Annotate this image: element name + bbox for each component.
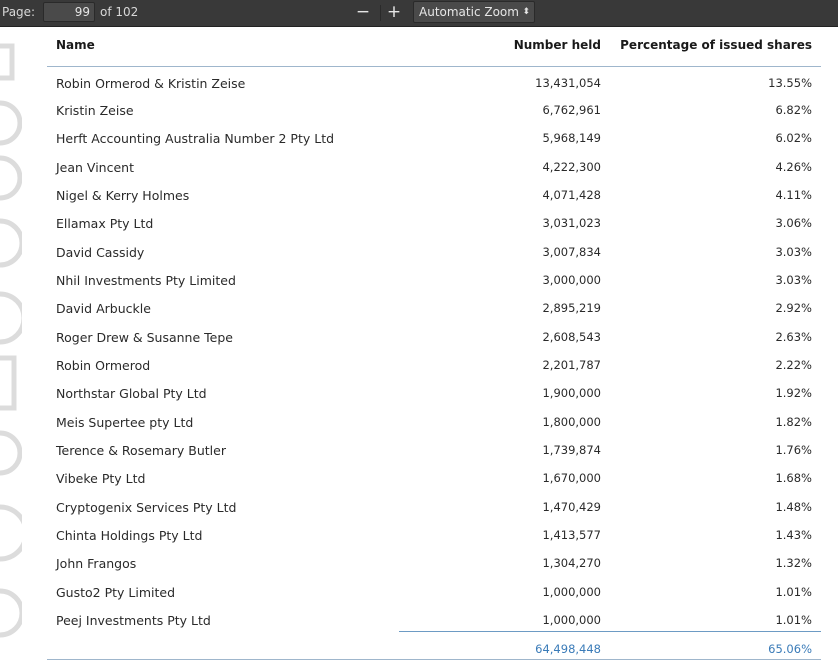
page-number-input[interactable] bbox=[43, 2, 95, 22]
row-percentage: 6.02% bbox=[775, 131, 812, 145]
row-name: Terence & Rosemary Butler bbox=[56, 443, 226, 458]
row-percentage: 13.55% bbox=[768, 76, 812, 90]
page-count: of 102 bbox=[100, 5, 139, 19]
row-percentage: 3.03% bbox=[775, 245, 812, 259]
row-number: 1,000,000 bbox=[542, 585, 601, 599]
table-row bbox=[0, 556, 838, 576]
table-bottom-border bbox=[47, 659, 821, 660]
pdf-toolbar bbox=[0, 0, 838, 27]
row-number: 4,222,300 bbox=[542, 160, 601, 174]
row-percentage: 1.01% bbox=[775, 613, 812, 627]
row-percentage: 1.92% bbox=[775, 386, 812, 400]
zoom-out-button[interactable]: − bbox=[355, 2, 371, 22]
row-name: Kristin Zeise bbox=[56, 103, 134, 118]
table-row bbox=[0, 76, 838, 96]
row-name: Robin Ormerod & Kristin Zeise bbox=[56, 76, 246, 91]
row-number: 6,762,961 bbox=[542, 103, 601, 117]
row-percentage: 1.32% bbox=[775, 556, 812, 570]
row-name: Peej Investments Pty Ltd bbox=[56, 613, 211, 628]
row-percentage: 4.26% bbox=[775, 160, 812, 174]
row-name: Gusto2 Pty Limited bbox=[56, 585, 176, 600]
table-row bbox=[0, 500, 838, 520]
header-number-held: Number held bbox=[513, 38, 601, 52]
table-row bbox=[0, 613, 838, 633]
row-percentage: 6.82% bbox=[775, 103, 812, 117]
row-percentage: 1.48% bbox=[775, 500, 812, 514]
table-row bbox=[0, 386, 838, 406]
row-name: Roger Drew & Susanne Tepe bbox=[56, 330, 233, 345]
header-divider bbox=[47, 66, 821, 67]
table-row bbox=[0, 443, 838, 463]
zoom-select[interactable] bbox=[413, 1, 535, 23]
table-row bbox=[0, 301, 838, 321]
table-row bbox=[0, 103, 838, 123]
row-number: 1,304,270 bbox=[542, 556, 601, 570]
row-number: 1,413,577 bbox=[542, 528, 601, 542]
row-name: David Cassidy bbox=[56, 245, 145, 260]
row-percentage: 3.06% bbox=[775, 216, 812, 230]
row-name: Vibeke Pty Ltd bbox=[56, 471, 146, 486]
table-row bbox=[0, 585, 838, 605]
row-percentage: 1.01% bbox=[775, 585, 812, 599]
header-name: Name bbox=[56, 38, 95, 52]
row-name: Nigel & Kerry Holmes bbox=[56, 188, 190, 203]
row-name: John Frangos bbox=[56, 556, 137, 571]
header-percentage: Percentage of issued shares bbox=[620, 38, 812, 52]
row-name: Jean Vincent bbox=[56, 160, 134, 175]
row-name: Herft Accounting Australia Number 2 Pty Ltd bbox=[56, 131, 335, 146]
row-number: 2,895,219 bbox=[542, 301, 601, 315]
row-number: 1,670,000 bbox=[542, 471, 601, 485]
zoom-in-button[interactable]: + bbox=[386, 2, 402, 22]
total-percentage: 65.06% bbox=[768, 642, 812, 656]
row-name: Northstar Global Pty Ltd bbox=[56, 386, 207, 401]
table-row bbox=[0, 528, 838, 548]
row-name: David Arbuckle bbox=[56, 301, 151, 316]
row-number: 1,470,429 bbox=[542, 500, 601, 514]
row-name: Robin Ormerod bbox=[56, 358, 151, 373]
row-number: 3,007,834 bbox=[542, 245, 601, 259]
row-number: 1,000,000 bbox=[542, 613, 601, 627]
table-row bbox=[0, 330, 838, 350]
row-name: Chinta Holdings Pty Ltd bbox=[56, 528, 203, 543]
select-arrows-icon: ⬍ bbox=[522, 7, 530, 17]
row-percentage: 1.43% bbox=[775, 528, 812, 542]
row-percentage: 4.11% bbox=[775, 188, 812, 202]
row-number: 5,968,149 bbox=[542, 131, 601, 145]
row-percentage: 1.68% bbox=[775, 471, 812, 485]
document-page bbox=[0, 28, 838, 668]
table-row bbox=[0, 216, 838, 236]
row-percentage: 1.82% bbox=[775, 415, 812, 429]
zoom-select-value: Automatic Zoom bbox=[419, 5, 519, 19]
row-number: 1,739,874 bbox=[542, 443, 601, 457]
total-divider bbox=[399, 631, 821, 632]
row-number: 2,608,543 bbox=[542, 330, 601, 344]
table-row bbox=[0, 245, 838, 265]
row-percentage: 3.03% bbox=[775, 273, 812, 287]
row-number: 1,900,000 bbox=[542, 386, 601, 400]
page-label: Page: bbox=[2, 5, 36, 19]
table-row bbox=[0, 358, 838, 378]
table-row bbox=[0, 131, 838, 151]
table-row bbox=[0, 415, 838, 435]
row-number: 13,431,054 bbox=[535, 76, 601, 90]
toolbar-separator bbox=[380, 5, 381, 21]
table-row bbox=[0, 188, 838, 208]
row-number: 1,800,000 bbox=[542, 415, 601, 429]
table-row bbox=[0, 471, 838, 491]
row-name: Nhil Investments Pty Limited bbox=[56, 273, 236, 288]
row-percentage: 2.63% bbox=[775, 330, 812, 344]
total-number: 64,498,448 bbox=[535, 642, 601, 656]
row-percentage: 1.76% bbox=[775, 443, 812, 457]
row-name: Ellamax Pty Ltd bbox=[56, 216, 154, 231]
row-name: Cryptogenix Services Pty Ltd bbox=[56, 500, 237, 515]
row-number: 2,201,787 bbox=[542, 358, 601, 372]
table-row bbox=[0, 160, 838, 180]
row-percentage: 2.22% bbox=[775, 358, 812, 372]
row-number: 3,000,000 bbox=[542, 273, 601, 287]
row-name: Meis Supertee pty Ltd bbox=[56, 415, 194, 430]
row-percentage: 2.92% bbox=[775, 301, 812, 315]
row-number: 4,071,428 bbox=[542, 188, 601, 202]
table-row bbox=[0, 273, 838, 293]
row-number: 3,031,023 bbox=[542, 216, 601, 230]
